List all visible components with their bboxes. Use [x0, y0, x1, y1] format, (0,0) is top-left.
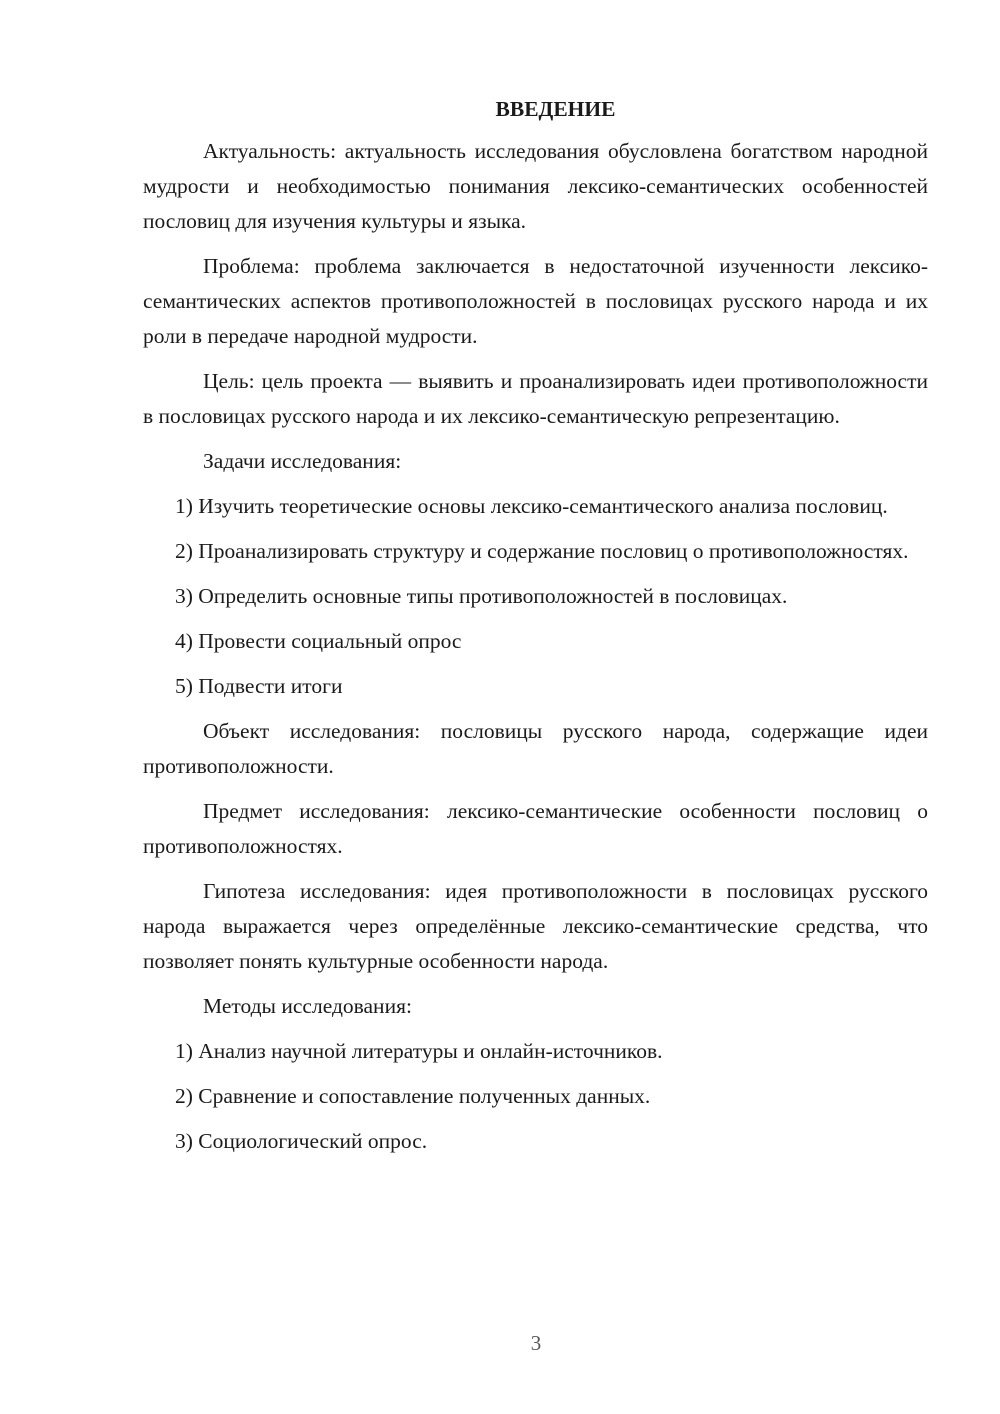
task-item: 5) Подвести итоги	[175, 674, 343, 698]
method-item: 2) Сравнение и сопоставление полученных данных.	[175, 1084, 651, 1108]
task-item: 1) Изучить теоретические основы лексико-семантического анализа пословиц.	[175, 494, 888, 518]
document-page	[143, 92, 928, 1169]
hypothesis-paragraph: Гипотеза исследования: идея противоположности в пословицах русского народа выражается через определённые лексико-семантические средства, что позволяет понять культурные особенности народа.	[143, 879, 928, 973]
relevance-paragraph: Актуальность: актуальность исследования обусловлена богатством народной мудрости и необходимостью понимания лексико-семантических особенностей пословиц для изучения культуры и языка.	[143, 139, 928, 233]
task-item: 4) Провести социальный опрос	[175, 629, 462, 653]
page-number: 3	[530, 1331, 542, 1355]
goal-paragraph: Цель: цель проекта — выявить и проанализировать идеи противоположности в пословицах русского народа и их лексико-семантическую репрезентацию.	[143, 369, 928, 428]
object-paragraph: Объект исследования: пословицы русского народа, содержащие идеи противоположности.	[143, 719, 928, 778]
page-title: ВВЕДЕНИЕ	[495, 97, 616, 121]
problem-paragraph: Проблема: проблема заключается в недостаточной изученности лексико-семантических аспектов противоположностей в пословицах русского народа и их роли в передаче народной мудрости.	[143, 254, 928, 348]
tasks-label: Задачи исследования:	[203, 449, 402, 473]
methods-label: Методы исследования:	[203, 994, 412, 1018]
method-item: 1) Анализ научной литературы и онлайн-источников.	[175, 1039, 663, 1063]
task-item: 2) Проанализировать структуру и содержание пословиц о противоположностях.	[175, 539, 909, 563]
subject-paragraph: Предмет исследования: лексико-семантические особенности пословиц о противоположностях.	[143, 799, 928, 858]
method-item: 3) Социологический опрос.	[175, 1129, 428, 1153]
task-item: 3) Определить основные типы противоположностей в пословицах.	[175, 584, 788, 608]
